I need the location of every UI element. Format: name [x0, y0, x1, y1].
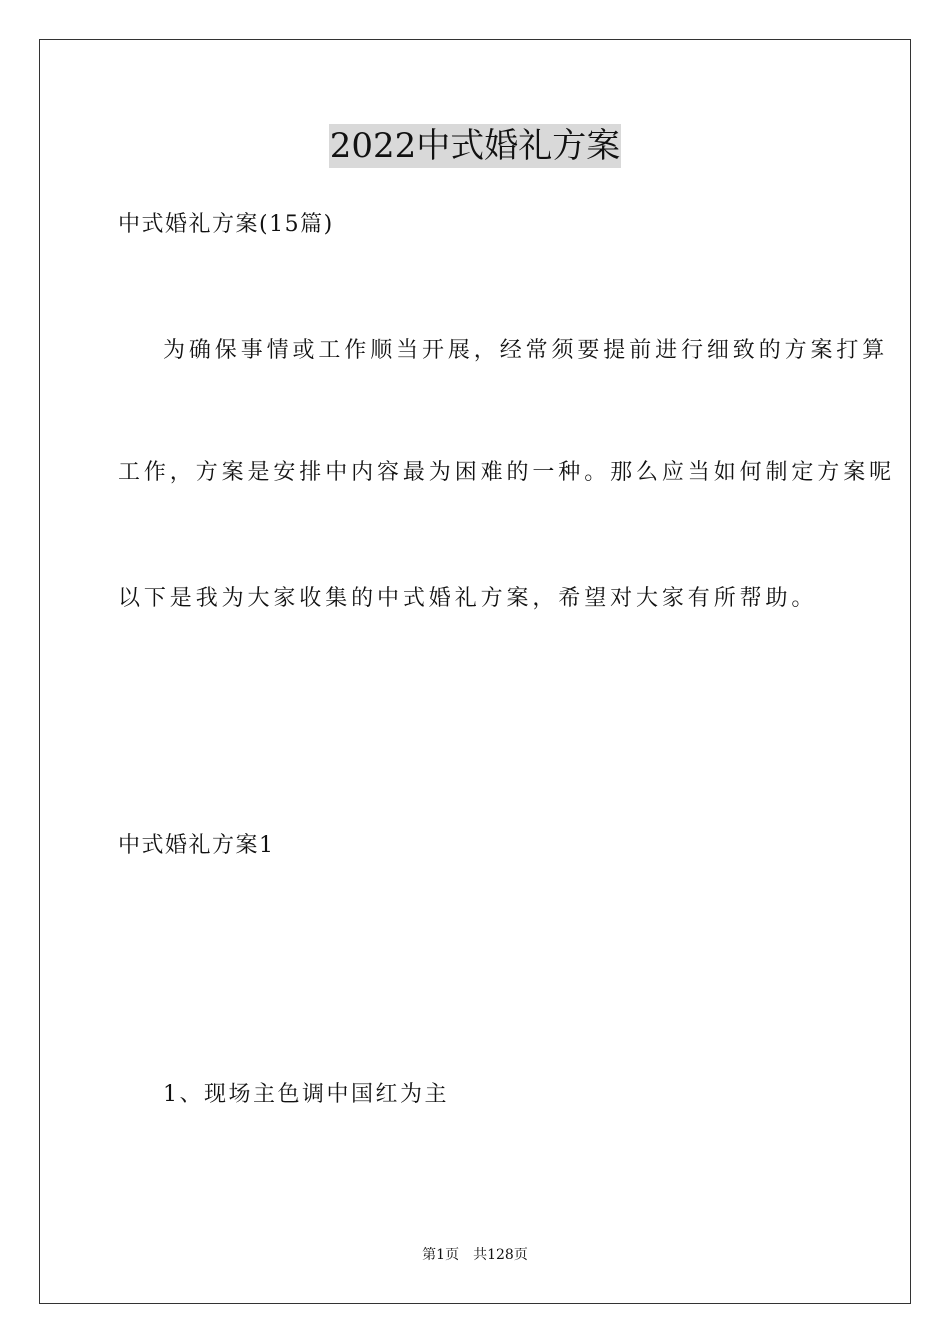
page-number: 第1页	[422, 1247, 460, 1263]
page-footer	[0, 1245, 950, 1265]
title-container	[0, 124, 950, 168]
section-heading: 中式婚礼方案1	[118, 833, 275, 858]
paragraph-line-1: 为确保事情或工作顺当开展，经常须要提前进行细致的方案打算	[163, 338, 889, 363]
document-title: 2022中式婚礼方案	[329, 126, 621, 166]
paragraph-line-2: 工作，方案是安排中内容最为困难的一种。那么应当如何制定方案呢	[118, 460, 896, 485]
list-item: 1、现场主色调中国红为主	[163, 1082, 449, 1107]
page-total: 共128页	[473, 1247, 528, 1263]
paragraph-line-3: 以下是我为大家收集的中式婚礼方案，希望对大家有所帮助。	[118, 586, 818, 611]
document-subtitle: 中式婚礼方案(15篇)	[118, 212, 334, 237]
